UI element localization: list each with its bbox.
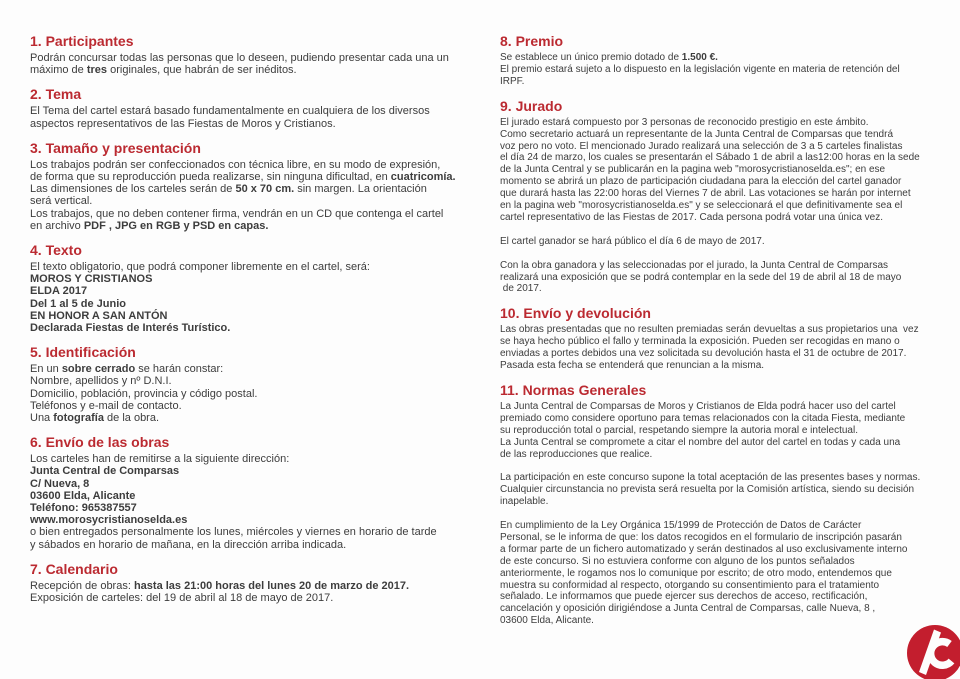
section-heading: 7. Calendario	[30, 560, 118, 577]
text-line	[500, 64, 952, 76]
text-run: Cualquier circunstancia no prevista será resuelta por la Comisión artística, siendo su decisión	[500, 484, 915, 496]
text-run: máximo de	[30, 64, 87, 77]
column-right	[500, 34, 952, 638]
section-heading: 4. Texto	[30, 242, 82, 259]
blank-line	[500, 508, 952, 520]
text-line	[500, 360, 952, 372]
section-calendario	[30, 562, 480, 604]
text-run: Podrán concursar todas las personas que lo deseen, pudiendo presentar cada una un	[30, 52, 449, 64]
text-run: premiado como considere oportuno para temas relacionados con la citada Fiesta, mediante	[500, 412, 906, 424]
text-line	[500, 401, 952, 413]
text-run: de este concurso. Si no estuviera conforme con alguno de los puntos señalados	[500, 555, 855, 567]
section-identificacion	[30, 345, 480, 424]
text-run: inapelable.	[500, 496, 549, 508]
text-line	[30, 52, 480, 64]
text-line	[500, 324, 952, 336]
bold-text-run: EN HONOR A SAN ANTÓN	[30, 309, 168, 322]
text-line	[500, 164, 952, 176]
text-line	[500, 152, 952, 164]
text-run: El premio estará sujeto a lo dispuesto en la legislación vigente en materia de retención del	[500, 63, 900, 75]
section-premio	[500, 34, 952, 88]
text-run: Teléfonos y e-mail de contacto.	[30, 399, 182, 412]
text-line	[30, 310, 480, 322]
bold-text-run: ELDA 2017	[30, 285, 88, 298]
text-line	[500, 425, 952, 437]
bold-text-run: 03600 Elda, Alicante	[30, 489, 136, 502]
text-line	[30, 208, 480, 220]
text-run: Personal, se le informa de que: los datos recogidos en el formulario de inscripción pasarán	[500, 531, 902, 543]
text-run: Domicilio, población, provincia y código postal.	[30, 387, 258, 400]
text-line	[30, 375, 480, 387]
text-line	[500, 615, 952, 627]
text-run: voz pero no voto. El mencionado Jurado realizará una selección de 3 a 5 carteles finalistas	[500, 140, 903, 152]
text-run: de 2017.	[500, 283, 542, 295]
text-run: de la obra.	[103, 412, 160, 425]
text-line	[500, 603, 952, 615]
bold-text-run: Teléfono: 965387557	[30, 502, 137, 515]
bold-text-run: MOROS Y CRISTIANOS	[30, 273, 153, 286]
text-line	[500, 348, 952, 360]
section-heading: 10. Envío y devolución	[500, 305, 651, 322]
text-line	[500, 520, 952, 532]
text-line	[500, 236, 952, 248]
text-run: cartel representativo de las Fiestas de 2017. Cada persona podrá votar una única vez.	[500, 211, 884, 223]
text-run: Nombre, apellidos y nº D.N.I.	[30, 375, 172, 388]
text-run: anteriormente, le rogamos nos lo comunique por escrito; de otro modo, entendemos que	[500, 567, 892, 579]
text-line	[500, 336, 952, 348]
section-envio-de-las-obras	[30, 435, 480, 551]
text-run: su reproducción total o parcial, respetando siempre la autoria moral e intelectual.	[500, 424, 858, 436]
text-line	[500, 556, 952, 568]
text-line	[30, 118, 480, 130]
bold-text-run: cuatricomía.	[390, 171, 456, 184]
section-heading: 11. Normas Generales	[500, 381, 647, 398]
text-run: El cartel ganador se hará público el día 6 de mayo de 2017.	[500, 235, 765, 247]
text-run: realizará una exposición que se podrá contemplar en la sede del 19 de abril al 18 de mayo	[500, 271, 902, 283]
text-line	[30, 273, 480, 285]
text-run: Exposición de carteles: del 19 de abril al 18 de mayo de 2017.	[30, 592, 334, 605]
text-line	[30, 400, 480, 412]
text-line	[30, 478, 480, 490]
text-line	[30, 285, 480, 297]
section-heading: 6. Envío de las obras	[30, 434, 170, 451]
text-run: se harán constar:	[135, 363, 224, 376]
bold-text-run: Junta Central de Comparsas	[30, 465, 180, 478]
text-run: El jurado estará compuesto por 3 personas de reconocido prestigio en este ámbito.	[500, 116, 869, 128]
text-line	[500, 591, 952, 603]
bold-text-run: Declarada Fiestas de Interés Turístico.	[30, 322, 231, 335]
comparsas-circle-logo	[906, 624, 960, 679]
text-run: Recepción de obras:	[30, 579, 134, 592]
text-run: Pasada esta fecha se entenderá que renuncian a la misma.	[500, 360, 765, 372]
text-line	[30, 64, 480, 76]
text-run: La Junta Central se compromete a citar el nombre del autor del cartel en todas y cada una	[500, 436, 901, 448]
text-run: Los trabajos, que no deben contener firma, vendrán en un CD que contenga el cartel	[30, 207, 444, 220]
logo-graphic	[906, 624, 960, 679]
text-line	[30, 514, 480, 526]
text-run: Como secretario actuará un representante de la Junta Central de Comparsas que tendrá	[500, 128, 894, 140]
bold-text-run: fotografía	[53, 412, 104, 425]
text-run: Las obras presentadas que no resulten premiadas serán devueltas a sus propietarios una vez	[500, 324, 919, 336]
blank-line	[500, 460, 952, 472]
text-run: 03600 Elda, Alicante.	[500, 615, 594, 627]
section-heading: 2. Tema	[30, 86, 82, 103]
text-line	[30, 195, 480, 207]
section-heading: 1. Participantes	[30, 33, 134, 49]
text-line	[30, 171, 480, 183]
text-run: será vertical.	[30, 195, 93, 208]
text-line	[500, 76, 952, 88]
blank-line	[500, 248, 952, 260]
section-heading: 9. Jurado	[500, 97, 563, 114]
text-line	[500, 437, 952, 449]
text-line	[30, 322, 480, 334]
text-line	[30, 363, 480, 375]
text-run: el día 24 de marzo, los cuales se presentarán el Sábado 1 de abril a las12:00 horas en la sede	[500, 152, 920, 164]
text-run: Una	[30, 412, 54, 425]
bold-text-run: sobre cerrado	[61, 363, 136, 376]
blank-line	[500, 224, 952, 236]
text-line	[30, 159, 480, 171]
text-run: originales, que habrán de ser inéditos.	[107, 64, 297, 77]
text-line	[30, 220, 480, 232]
text-run: Los carteles han de remitirse a la siguiente dirección:	[30, 453, 290, 466]
section-tamano-y-presentacion	[30, 141, 480, 232]
text-run: Con la obra ganadora y las seleccionadas por el jurado, la Junta Central de Comparsas	[500, 259, 889, 271]
text-line	[500, 532, 952, 544]
bold-text-run: www.morosycristianoselda.es	[30, 514, 188, 527]
text-run: En un	[30, 363, 62, 376]
text-run: sin margen. La orientación	[294, 183, 427, 196]
section-participantes	[30, 34, 480, 76]
text-line	[500, 472, 952, 484]
text-run: Se establece un único premio dotado de	[500, 52, 682, 63]
text-line	[500, 449, 952, 461]
text-line	[30, 183, 480, 195]
text-line	[30, 453, 480, 465]
bold-text-run: hasta las 21:00 horas del lunes 20 de marzo de 2017.	[133, 579, 410, 592]
text-run: IRPF.	[500, 75, 525, 87]
text-run: La participación en este concurso supone la total aceptación de las presentes bases y normas.	[500, 472, 921, 484]
text-line	[30, 298, 480, 310]
text-line	[30, 412, 480, 424]
section-heading: 3. Tamaño y presentación	[30, 139, 201, 156]
text-run: o bien entregados personalmente los lunes, miércoles y viernes en horario de tarde	[30, 526, 437, 539]
bold-text-run: tres	[86, 64, 108, 77]
section-jurado	[500, 99, 952, 296]
text-run: que durará hasta las 22:00 horas del Viernes 7 de abril. Las votaciones se harán por internet	[500, 188, 911, 200]
text-run: de forma que su reproducción pueda realizarse, sin ninguna dificultad, en	[30, 171, 391, 184]
text-line	[500, 52, 952, 64]
bold-text-run: Del 1 al 5 de Junio	[30, 297, 126, 310]
text-line	[30, 388, 480, 400]
section-tema	[30, 87, 480, 129]
text-run: La Junta Central de Comparsas de Moros y Cristianos de Elda podrá hacer uso del cartel	[500, 400, 896, 412]
section-texto	[30, 243, 480, 334]
text-run: momento se abrirá un plazo de participación ciudadana para la elección del cartel ganador	[500, 176, 902, 188]
text-line	[30, 539, 480, 551]
bold-text-run: C/ Nueva, 8	[30, 477, 90, 490]
text-line	[500, 568, 952, 580]
text-line	[500, 544, 952, 556]
text-run: de las reproducciones que realice.	[500, 448, 653, 460]
section-heading: 8. Premio	[500, 33, 564, 49]
text-line	[30, 526, 480, 538]
text-run: de la Junta Central y se publicarán en la pagina web "morosycristianoselda.es"; en ese	[500, 164, 886, 176]
bold-text-run: PDF , JPG en RGB y PSD en capas.	[83, 219, 269, 232]
text-run: En cumplimiento de la Ley Orgánica 15/1999 de Protección de Datos de Carácter	[500, 520, 862, 531]
text-line	[500, 141, 952, 153]
text-run: enviadas a portes debidos una vez solicitada su devolución hasta el 31 de octubre de 2017.	[500, 348, 907, 360]
text-run: y sábados en horario de mañana, en la dirección arriba indicada.	[30, 538, 347, 551]
text-line	[500, 484, 952, 496]
section-envio-y-devolucion	[500, 306, 952, 372]
text-line	[500, 188, 952, 200]
text-line	[500, 176, 952, 188]
text-line	[30, 261, 480, 273]
text-run: cancelación y oposición dirigiéndose a Junta Central de Comparsas, calle Nueva, 8 ,	[500, 603, 876, 615]
bold-text-run: 50 x 70 cm.	[235, 183, 295, 196]
text-line	[500, 129, 952, 141]
text-line	[500, 200, 952, 212]
text-run: a formar parte de un fichero automatizado y serán destinados al uso exclusivamente interno	[500, 543, 908, 555]
text-run: muestra su conformidad al respecto, otorgando su consentimiento para el tratamiento	[500, 579, 880, 591]
section-normas-generales	[500, 383, 952, 627]
text-run: en la pagina web "morosycristianoselda.es" y se seleccionará el que definitivamente sea el	[500, 200, 903, 212]
bold-text-run: 1.500 €.	[681, 52, 718, 63]
text-line	[500, 272, 952, 284]
text-line	[500, 580, 952, 592]
text-line	[30, 105, 480, 117]
text-line	[500, 212, 952, 224]
text-line	[30, 465, 480, 477]
text-run: se haya hecho público el fallo y terminada la exposición. Pueden ser recogidas en mano o	[500, 336, 900, 348]
text-line	[500, 283, 952, 295]
text-line	[500, 496, 952, 508]
text-line	[500, 260, 952, 272]
text-line	[30, 490, 480, 502]
text-run: El Tema del cartel estará basado fundamentalmente en cualquiera de los diversos	[30, 105, 430, 118]
text-run: El texto obligatorio, que podrá componer libremente en el cartel, será:	[30, 261, 370, 274]
text-line	[30, 502, 480, 514]
text-line	[500, 413, 952, 425]
text-line	[30, 592, 480, 604]
text-run: en archivo	[30, 219, 84, 232]
text-line	[500, 117, 952, 129]
text-line	[30, 580, 480, 592]
column-left	[30, 34, 480, 615]
text-run: señalado. Le informamos que puede ejercer sus derechos de acceso, rectificación,	[500, 591, 868, 603]
text-run: Los trabajos podrán ser confeccionados con técnica libre, en su modo de expresión,	[30, 158, 441, 171]
text-run: aspectos representativos de las Fiestas de Moros y Cristianos.	[30, 117, 336, 130]
section-heading: 5. Identificación	[30, 344, 136, 361]
text-run: Las dimensiones de los carteles serán de	[30, 183, 236, 196]
